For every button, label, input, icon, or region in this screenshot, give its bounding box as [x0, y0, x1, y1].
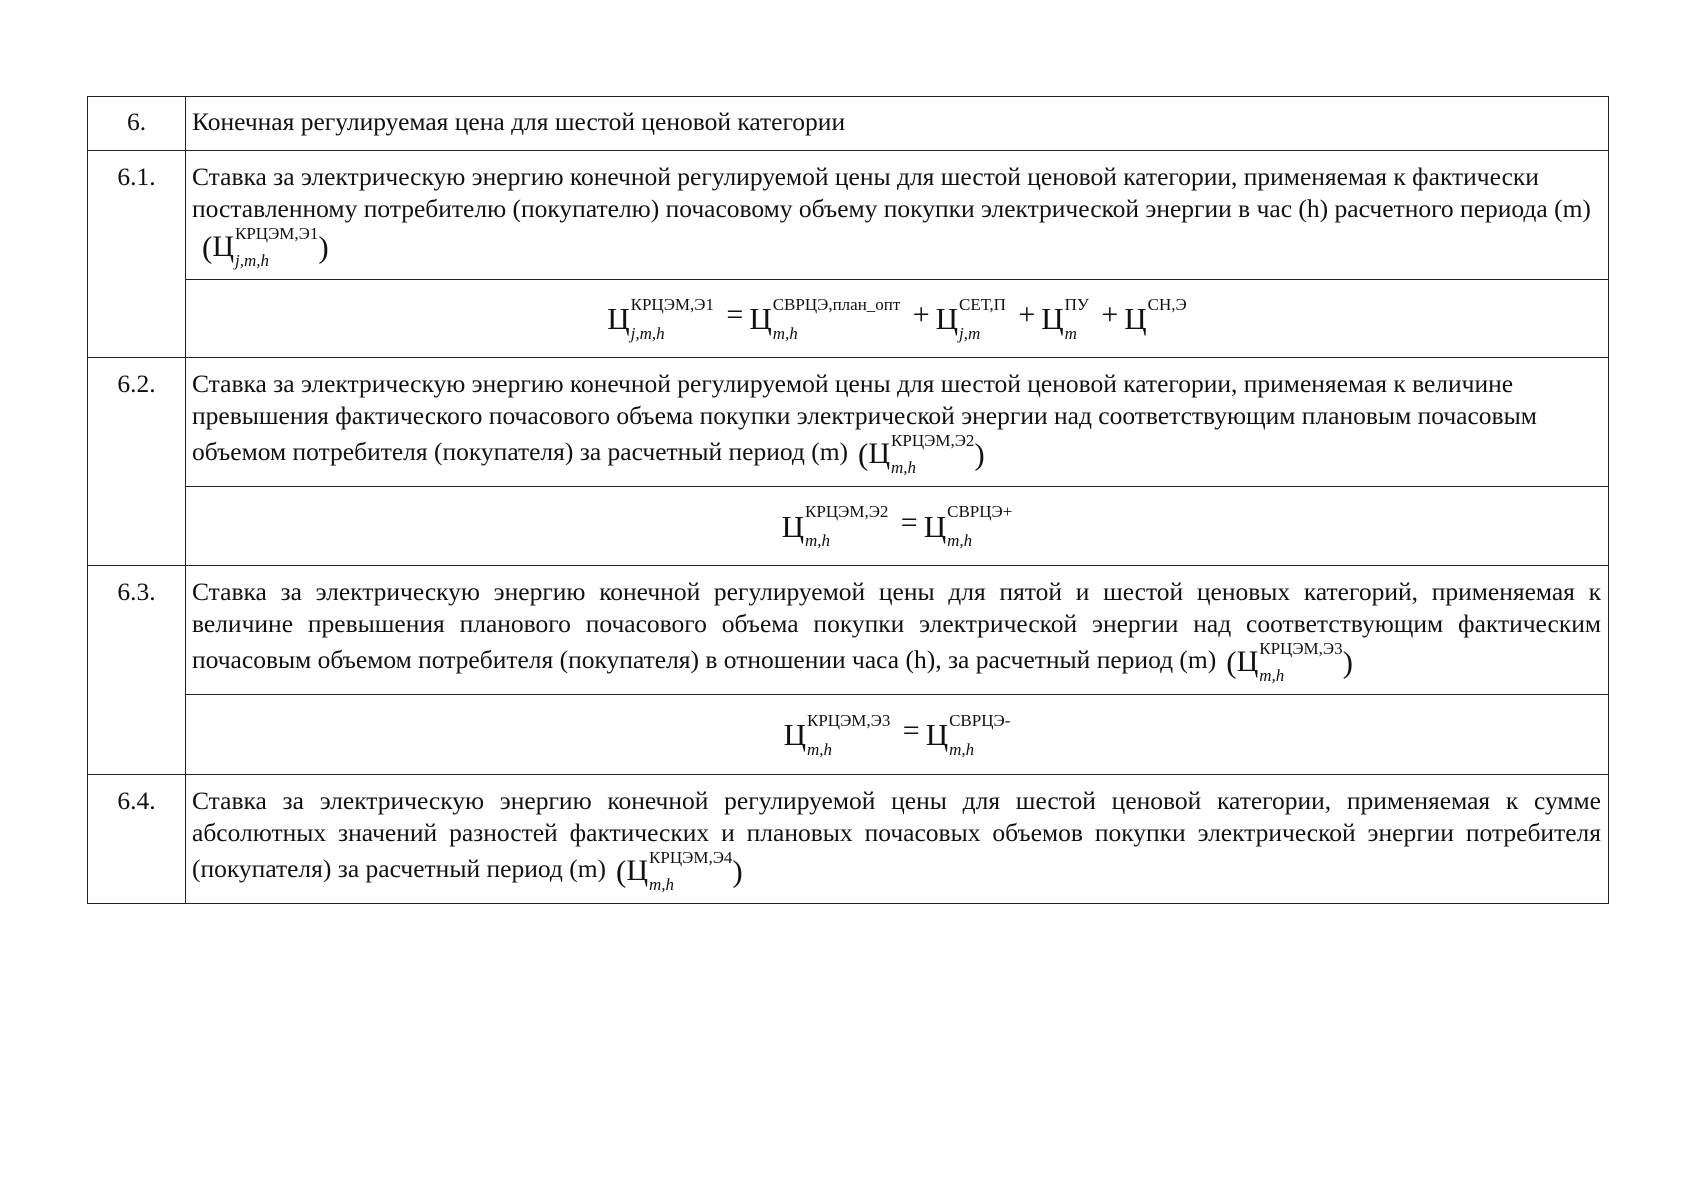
formula-expression — [782, 503, 1013, 549]
formula-term: Ц СВРЦЭ+ m,h — [923, 502, 1013, 550]
item-number: 6.2. — [88, 358, 186, 566]
item-row-6-1 — [88, 151, 1609, 280]
formula-lhs: Ц КРЦЭМ,Э2 m,h — [781, 502, 889, 550]
equals-sign: = — [726, 298, 744, 332]
item-text: Ставка за электрическую энергию конечной регулируемой цены для пятой и шестой ценовых категорий, применяемая к величине превышения планового почасового объема покупки электрической энергии над соответствующим фактическим почасовым объемом потребителя (покупателя) в отношении часа (h), за расчетный период (m) — [192, 577, 1601, 674]
formula-lhs: Ц КРЦЭМ,Э3 m,h — [783, 710, 891, 759]
formula-term: Ц СВРЦЭ,план_опт m,h — [749, 294, 901, 343]
section-title: Конечная регулируемая цена для шестой ценовой категории — [186, 97, 1609, 151]
formula — [186, 695, 1609, 775]
inline-symbol: ( Ц КРЦЭМ,Э3 m,h ) — [1226, 639, 1353, 685]
equals-sign: = — [902, 714, 920, 748]
section-number: 6. — [88, 97, 186, 151]
formula-expression — [784, 712, 1011, 758]
item-description — [186, 566, 1609, 695]
formula-expression — [607, 296, 1187, 342]
inline-symbol: ( Ц КРЦЭМ,Э2 m,h ) — [858, 431, 985, 477]
inline-symbol: ( Ц КРЦЭМ,Э4 m,h ) — [616, 848, 743, 894]
item-text: Ставка за электрическую энергию конечной регулируемой цены для шестой ценовой категории, применяемая к величине превышения фактического почасового объема покупки электрической энергии над соответствующим плановым почасовым объемом потребителя (покупателя) за расчетный период (m) — [192, 369, 1537, 466]
plus-sign: + — [912, 298, 930, 332]
formula-row-6-3 — [88, 695, 1609, 775]
tariff-table — [87, 96, 1609, 904]
formula-term: Ц СЕТ,П j,m — [935, 294, 1006, 343]
formula-term: Ц СВРЦЭ- m,h — [925, 710, 1011, 759]
item-number: 6.1. — [88, 151, 186, 358]
formula-lhs: Ц КРЦЭМ,Э1 j,m,h — [607, 294, 715, 343]
equals-sign: = — [900, 505, 918, 539]
item-number: 6.4. — [88, 775, 186, 904]
plus-sign: + — [1018, 298, 1036, 332]
inline-symbol: ( Ц КРЦЭМ,Э1 j,m,h ) — [202, 224, 329, 270]
section-row — [88, 97, 1609, 151]
formula-row-6-2 — [88, 487, 1609, 566]
item-row-6-4 — [88, 775, 1609, 904]
item-row-6-3 — [88, 566, 1609, 695]
formula-row-6-1 — [88, 280, 1609, 358]
item-description — [186, 358, 1609, 487]
item-description — [186, 151, 1609, 280]
item-row-6-2 — [88, 358, 1609, 487]
item-text: Ставка за электрическую энергию конечной регулируемой цены для шестой ценовой категории, применяемая к сумме абсолютных значений разностей фактических и плановых почасовых объемов покупки электрической энергии потребителя (покупателя) за расчетный период (m) — [192, 786, 1601, 883]
item-number: 6.3. — [88, 566, 186, 775]
item-text: Ставка за электрическую энергию конечной регулируемой цены для шестой ценовой категории, применяемая к фактически поставленному потребителю (покупателю) почасовому объему покупки электрической энергии в час (h) расчетного периода (m) — [192, 162, 1591, 223]
formula-term: Ц СН,Э — [1124, 294, 1187, 336]
formula-term: Ц ПУ m — [1041, 294, 1089, 343]
plus-sign: + — [1101, 298, 1119, 332]
item-description — [186, 775, 1609, 904]
formula — [186, 280, 1609, 358]
formula — [186, 487, 1609, 566]
